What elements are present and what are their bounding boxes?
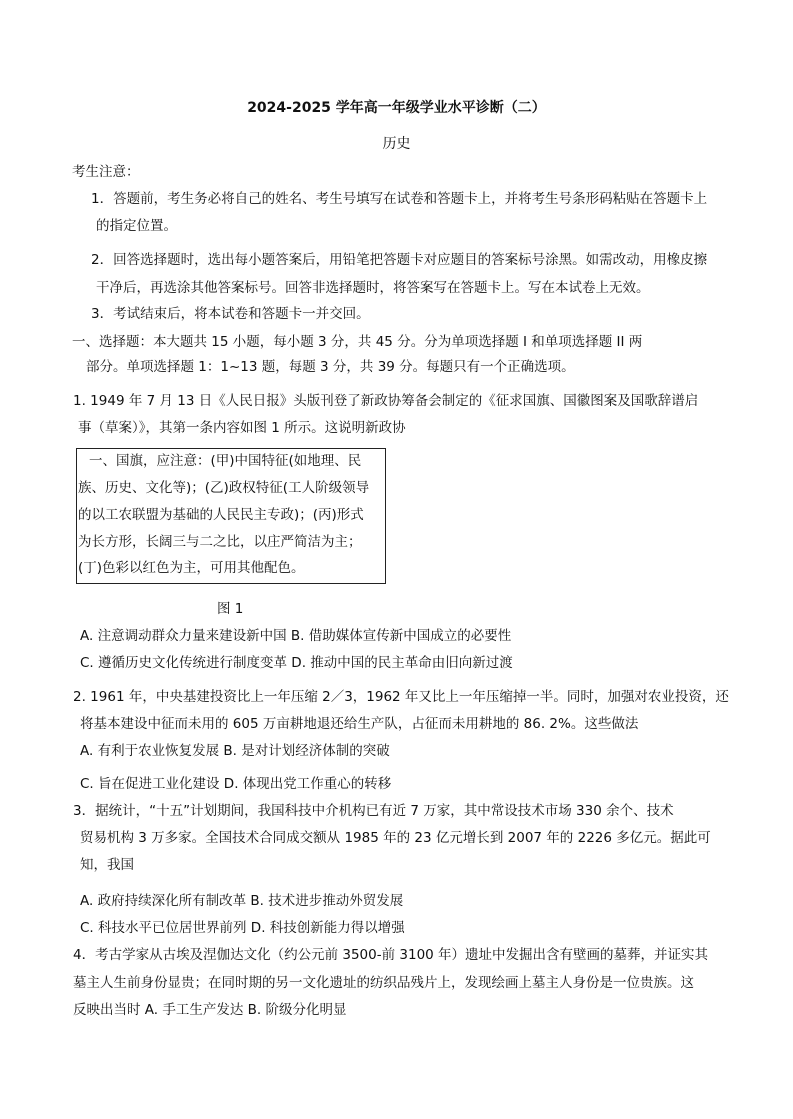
figure-1-text-line-5: (丁)色彩以红色为主，可用其他配色。 — [78, 560, 305, 576]
figure-1-text-line-4: 为长方形，长阔三与二之比，以庄严简洁为主； — [78, 534, 362, 550]
notice-heading: 考生注意： — [72, 164, 140, 180]
notice-item-1-line-1: 1．答题前，考生务必将自己的姓名、考生号填写在试卷和答题卡上，并将考生号条形码粘贴在答题卡上 — [91, 191, 708, 207]
subject-title: 历史 — [382, 136, 411, 152]
q1-stem-line-1: 1. 1949 年 7 月 13 日《人民日报》头版刊登了新政协筹备会制定的《征求国旗、国徽图案及国歌辞谱启 — [73, 393, 699, 409]
q3-options-ab: A. 政府持续深化所有制改革 B. 技术进步推动外贸发展 — [80, 893, 404, 909]
q3-options-cd: C. 科技水平已位居世界前列 D. 科技创新能力得以增强 — [80, 920, 405, 936]
q2-options-ab: A. 有利于农业恢复发展 B. 是对计划经济体制的突破 — [80, 743, 390, 759]
q1-options-cd: C. 遵循历史文化传统进行制度变革 D. 推动中国的民主革命由旧向新过渡 — [80, 655, 513, 671]
q3-stem-line-1: 3．据统计，“十五”计划期间，我国科技中介机构已有近 7 万家，其中常设技术市场 330 余个、技术 — [73, 803, 674, 819]
figure-1-text-line-2: 族、历史、文化等)；(乙)政权特征(工人阶级领导 — [78, 480, 370, 496]
q4-stem-line-2: 墓主人生前身份显贵；在同时期的另一文化遗址的纺织品残片上，发现绘画上墓主人身份是一位贵族。这 — [73, 975, 694, 991]
q3-stem-line-2: 贸易机构 3 万多家。全国技术合同成交额从 1985 年的 23 亿元增长到 2007 年的 2226 多亿元。据此可 — [80, 830, 711, 846]
q4-stem-line-1: 4．考古学家从古埃及涅伽达文化（约公元前 3500-前 3100 年）遗址中发掘出含有壁画的墓葬，并证实其 — [73, 947, 709, 963]
q2-options-cd: C. 旨在促进工业化建设 D. 体现出党工作重心的转移 — [80, 776, 392, 792]
exam-title: 2024-2025 学年高一年级学业水平诊断（二） — [247, 100, 546, 116]
figure-1-text-line-1: 一、国旗，应注意：(甲)中国特征(如地理、民 — [89, 453, 362, 469]
figure-1-text-line-3: 的以工农联盟为基础的人民民主专政)；(丙)形式 — [78, 507, 364, 523]
figure-1-box — [76, 448, 386, 584]
q1-stem-line-2: 事（草案）》，其第一条内容如图 1 所示。这说明新政协 — [78, 420, 406, 436]
q1-options-ab: A. 注意调动群众力量来建设新中国 B. 借助媒体宣传新中国成立的必要性 — [80, 628, 512, 644]
notice-item-2-line-1: 2．回答选择题时，选出每小题答案后，用铅笔把答题卡对应题目的答案标号涂黑。如需改动，用橡皮擦 — [91, 252, 708, 268]
section-intro-line-1: 一、选择题：本大题共 15 小题，每小题 3 分，共 45 分。分为单项选择题 I 和单项选择题 II 两 — [72, 334, 643, 350]
q2-stem-line-1: 2. 1961 年，中央基建投资比上一年压缩 2／3，1962 年又比上一年压缩掉一半。同时，加强对农业投资，还 — [73, 689, 729, 705]
section-intro-line-2: 部分。单项选择题 1：1~13 题，每题 3 分，共 39 分。每题只有一个正确选项。 — [86, 359, 575, 375]
notice-item-1-line-2: 的指定位置。 — [96, 218, 177, 234]
figure-1-caption: 图 1 — [217, 601, 244, 617]
q3-stem-line-3: 知，我国 — [80, 857, 134, 873]
q4-stem-line-3: 反映出当时 A. 手工生产发达 B. 阶级分化明显 — [73, 1002, 347, 1018]
notice-item-3: 3．考试结束后，将本试卷和答题卡一并交回。 — [91, 306, 370, 322]
notice-item-2-line-2: 干净后，再选涂其他答案标号。回答非选择题时，将答案写在答题卡上。写在本试卷上无效。 — [96, 280, 650, 296]
q2-stem-line-2: 将基本建设中征而未用的 605 万亩耕地退还给生产队，占征而未用耕地的 86. 2%。这些做法 — [80, 716, 639, 732]
